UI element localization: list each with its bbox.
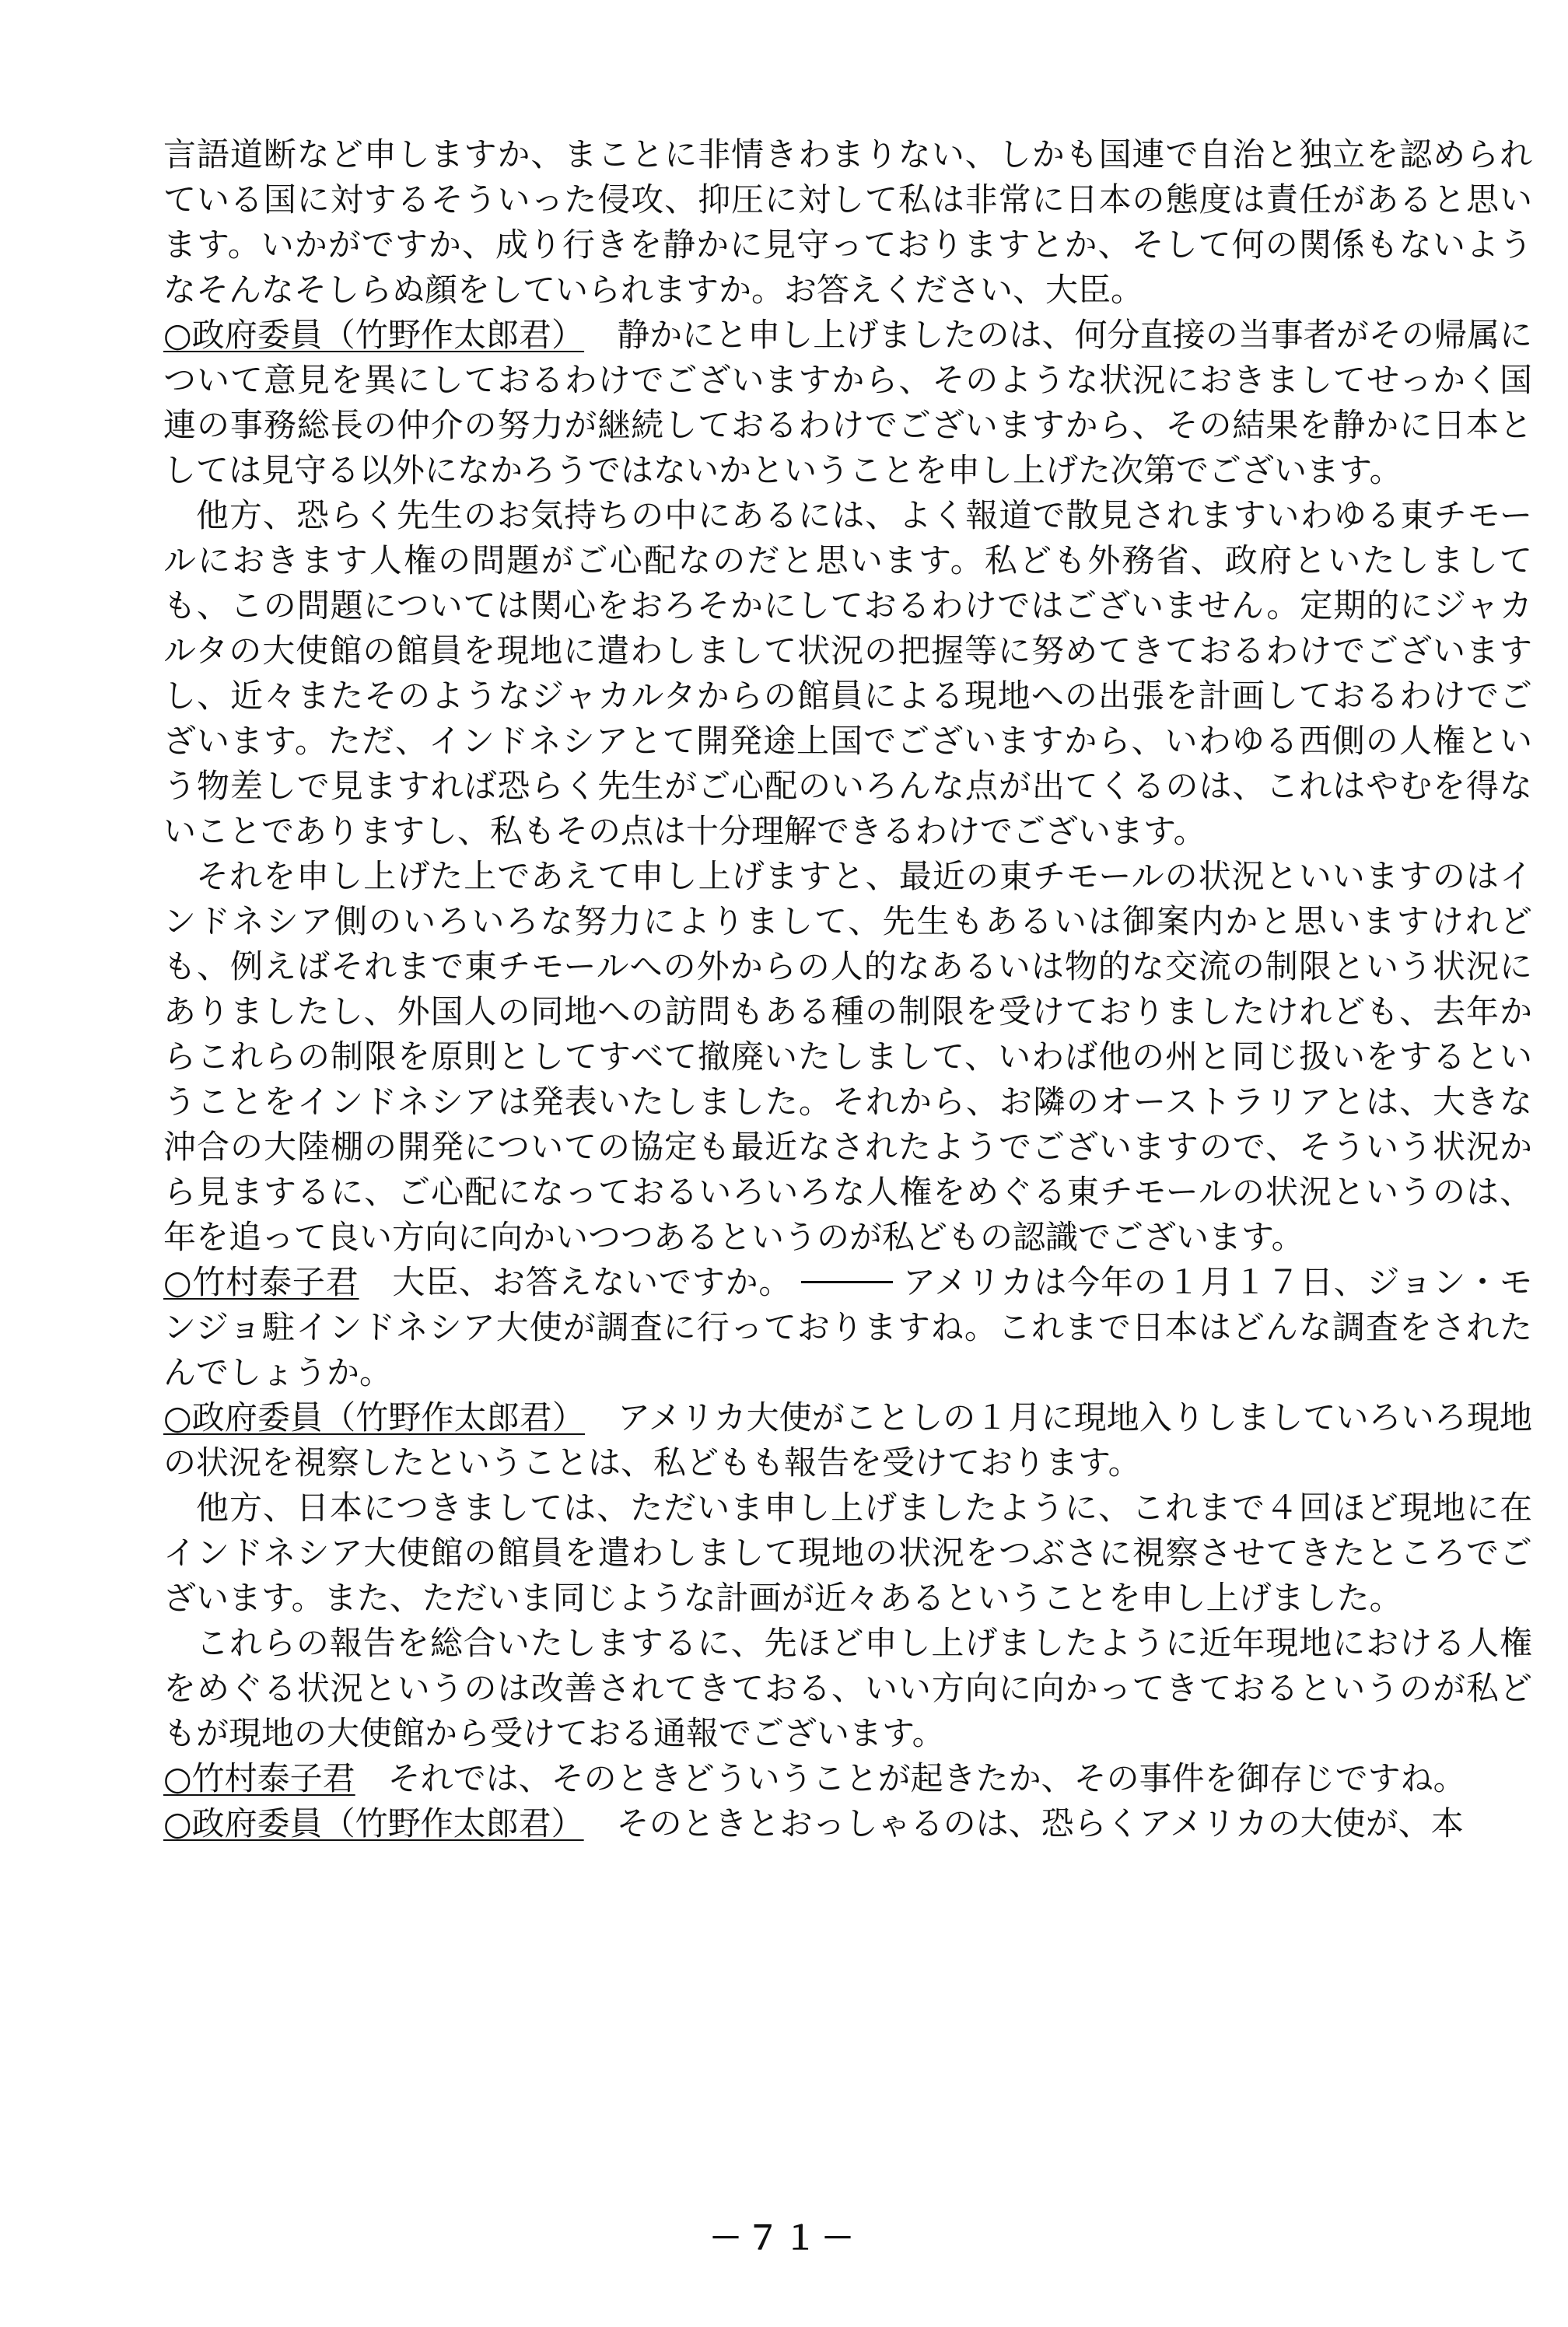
paragraph-text: 言語道断など申しますか、まことに非情きわまりない、しかも国連で自治と独立を認められている国に対するそういった侵攻、抑圧に対して私は非常に日本の態度は責任があると思います。いかがですか、成り行きを静かに見守っておりますとか、そして何の関係もないようなそんなそしらぬ顔をしていられますか。お答えください、大臣。 [163,135,1532,309]
paragraph-3 [163,493,1532,854]
speaker-label: ○政府委員（竹野作太郎君） [163,1398,586,1436]
paragraph-8 [163,1621,1532,1756]
paragraph-7 [163,1485,1532,1621]
paragraph-9 [163,1756,1532,1801]
em-dash-rule [801,1281,893,1283]
paragraph-2 [163,313,1532,493]
paragraph-text: アメリカ大使がことしの１月に現地入りしましていろいろ現地の状況を視察したということは、私どもも報告を受けております。 [163,1398,1533,1482]
page-number: －７１－ [709,2219,859,2257]
paragraph-text: そのときとおっしゃるのは、恐らくアメリカの大使が、本 [616,1804,1464,1842]
paragraph-text: 他方、日本につきましては、ただいま申し上げましたように、これまで４回ほど現地に在インドネシア大使館の館員を遣わしまして現地の状況をつぶさに視察させてきたところでございます。また、ただいま同じような計画が近々あるということを申し上げました。 [163,1489,1532,1617]
paragraph-text: それを申し上げた上であえて申し上げますと、最近の東チモールの状況といいますのはインドネシア側のいろいろな努力によりまして、先生もあるいは御案内かと思いますけれども、例えばそれまで東チモールへの外からの人的なあるいは物的な交流の制限という状況にありましたし、外国人の同地への訪問もある種の制限を受けておりましたけれども、去年からこれらの制限を原則としてすべて撤廃いたしまして、いわば他の州と同じ扱いをするということをインドネシアは発表いたしました。それから、お隣のオーストラリアとは、大きな沖合の大陸棚の開発についての協定も最近なされたようでございますので、そういう状況から見まするに、ご心配になっておるいろいろな人権をめぐる東チモールの状況というのは、年を追って良い方向に向かいつつあるというのが私どもの認識でございます。 [163,857,1532,1256]
paragraph-text: それでは、そのときどういうことが起きたか、その事件を御存じですね。 [387,1759,1466,1797]
transcript-body [163,132,1532,1846]
paragraph-text: 他方、恐らく先生のお気持ちの中にあるには、よく報道で散見されますいわゆる東チモールにおきます人権の問題がご心配なのだと思います。私ども外務省、政府といたしましても、この問題については関心をおろそかにしておるわけではございません。定期的にジャカルタの大使館の館員を現地に遣わしまして状況の把握等に努めてきておるわけでございますし、近々またそのようなジャカルタからの館員による現地への出張を計画しておるわけでございます。ただ、インドネシアとて開発途上国でございますから、いわゆる西側の人権という物差しで見ますれば恐らく先生がご心配のいろんな点が出てくるのは、これはやむを得ないことでありますし、私もその点は十分理解できるわけでございます。 [163,496,1532,850]
paragraph-10 [163,1801,1532,1846]
paragraph-4 [163,854,1532,1260]
paragraph-text: 静かにと申し上げましたのは、何分直接の当事者がその帰属について意見を異にしておるわけでございますから、そのような状況におきましてせっかく国連の事務総長の仲介の努力が継続しておるわけでございますから、その結果を静かに日本としては見守る以外になかろうではないかということを申し上げた次第でございます。 [163,316,1532,489]
paragraph-text: 大臣、お答えないですか。 [391,1263,793,1301]
speaker-label: ○竹村泰子君 [163,1759,355,1797]
paragraph-6 [163,1395,1532,1485]
speaker-label: ○竹村泰子君 [163,1263,359,1301]
paragraph-text-after-dash: アメリカは今年の１月１７日、ジョン・モンジョ駐インドネシア大使が調査に行っておりますね。これまで日本はどんな調査をされたんでしょうか。 [163,1263,1532,1391]
paragraph-text: これらの報告を総合いたしまするに、先ほど申し上げましたように近年現地における人権をめぐる状況というのは改善されてきておる、いい方向に向かってきておるというのが私どもが現地の大使館から受けておる通報でございます。 [163,1624,1532,1752]
paragraph-5 [163,1260,1532,1395]
paragraph-1 [163,132,1532,313]
speaker-label: ○政府委員（竹野作太郎君） [163,1804,584,1842]
speaker-label: ○政府委員（竹野作太郎君） [163,316,585,354]
